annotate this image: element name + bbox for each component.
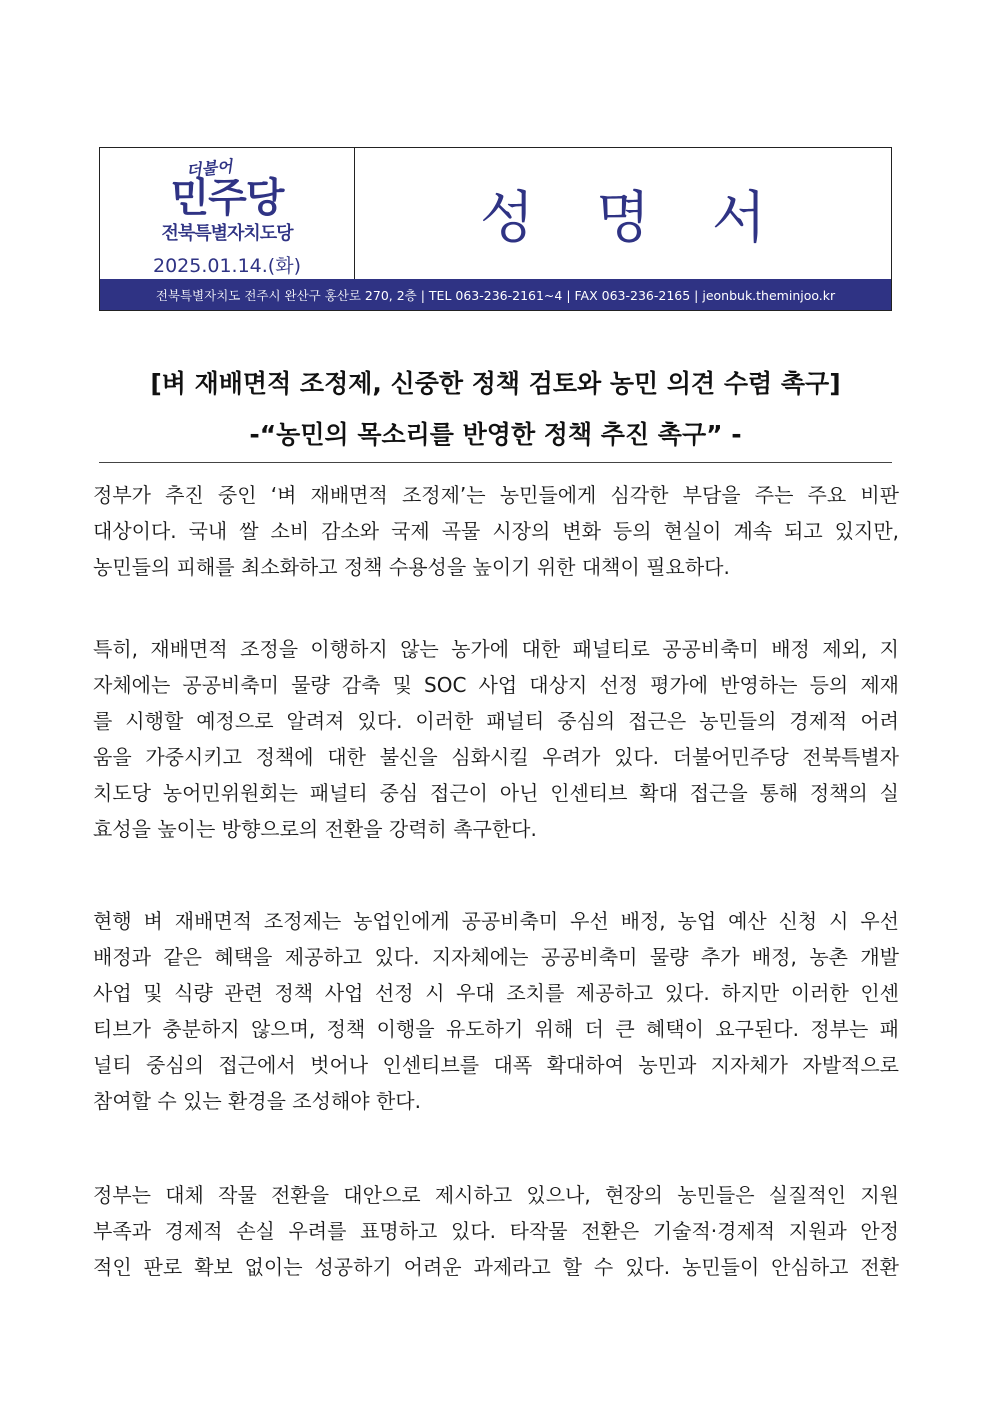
logo-script-text: 더불어 bbox=[185, 156, 234, 181]
paragraph-line: 사업 및 식량 관련 정책 사업 선정 시 우대 조치를 제공하고 있다. 하지만 이러한 인센 bbox=[93, 981, 899, 1005]
body-paragraph-4 bbox=[93, 1177, 899, 1285]
document-date: 2025.01.14.(화) bbox=[152, 255, 301, 277]
body-paragraph-2 bbox=[93, 631, 899, 847]
letterhead bbox=[99, 147, 892, 311]
document-title: 성 명 서 bbox=[480, 185, 788, 251]
paragraph-line: 특히, 재배면적 조정을 이행하지 않는 농가에 대한 패널티로 공공비축미 배정 제외, 지 bbox=[93, 637, 899, 661]
logo-main-text: 민주당 bbox=[170, 175, 284, 221]
paragraph-line: 치도당 농어민위원회는 패널티 중심 접근이 아닌 인센티브 확대 접근을 통해 정책의 실 bbox=[93, 781, 899, 805]
paragraph-line: 정부는 대체 작물 전환을 대안으로 제시하고 있으나, 현장의 농민들은 실질적인 지원 bbox=[93, 1183, 899, 1207]
headline-sub: -“농민의 목소리를 반영한 정책 추진 촉구” - bbox=[249, 420, 742, 449]
address-text: 전북특별자치도 전주시 완산구 홍산로 270, 2층 | TEL 063-236-2161~4 | FAX 063-236-2165 | jeonbuk.theminjoo.kr bbox=[155, 287, 836, 303]
paragraph-line: 대상이다. 국내 쌀 소비 감소와 국제 곡물 시장의 변화 등의 현실이 계속 되고 있지만, bbox=[93, 519, 899, 543]
headline-divider bbox=[99, 462, 892, 463]
paragraph-line: 를 시행할 예정으로 알려져 있다. 이러한 패널티 중심의 접근은 농민들의 경제적 어려 bbox=[93, 709, 899, 733]
paragraph-line: 참여할 수 있는 환경을 조성해야 한다. bbox=[93, 1089, 421, 1113]
title-cell bbox=[355, 148, 891, 279]
paragraph-line: 배정과 같은 혜택을 제공하고 있다. 지자체에는 공공비축미 물량 추가 배정, 농촌 개발 bbox=[93, 945, 899, 969]
paragraph-line: 움을 가중시키고 정책에 대한 불신을 심화시킬 우려가 있다. 더불어민주당 전북특별자 bbox=[93, 745, 899, 769]
headline-main: [벼 재배면적 조정제, 신중한 정책 검토와 농민 의견 수렴 촉구] bbox=[150, 369, 841, 398]
paragraph-line: 농민들의 피해를 최소화하고 정책 수용성을 높이기 위한 대책이 필요하다. bbox=[93, 555, 730, 579]
paragraph-line: 자체에는 공공비축미 물량 감축 및 SOC 사업 대상지 선정 평가에 반영하는 등의 제재 bbox=[93, 673, 899, 697]
paragraph-line: 현행 벼 재배면적 조정제는 농업인에게 공공비축미 우선 배정, 농업 예산 신청 시 우선 bbox=[93, 909, 899, 933]
party-logo bbox=[100, 148, 355, 279]
paragraph-line: 효성을 높이는 방향으로의 전환을 강력히 촉구한다. bbox=[93, 817, 537, 841]
address-bar bbox=[100, 279, 891, 310]
paragraph-line: 티브가 충분하지 않으며, 정책 이행을 유도하기 위해 더 큰 혜택이 요구된다. 정부는 패 bbox=[93, 1017, 899, 1041]
body-paragraph-3 bbox=[93, 903, 899, 1119]
logo-sub-text: 전북특별자치도당 bbox=[161, 223, 293, 244]
paragraph-line: 부족과 경제적 손실 우려를 표명하고 있다. 타작물 전환은 기술적·경제적 지원과 안정 bbox=[93, 1219, 899, 1243]
paragraph-line: 적인 판로 확보 없이는 성공하기 어려운 과제라고 할 수 있다. 농민들이 안심하고 전환 bbox=[93, 1255, 899, 1279]
paragraph-line: 정부가 추진 중인 ‘벼 재배면적 조정제’는 농민들에게 심각한 부담을 주는 주요 비판 bbox=[93, 483, 899, 507]
body-paragraph-1 bbox=[93, 477, 899, 585]
paragraph-line: 널티 중심의 접근에서 벗어나 인센티브를 대폭 확대하여 농민과 지자체가 자발적으로 bbox=[93, 1053, 899, 1077]
